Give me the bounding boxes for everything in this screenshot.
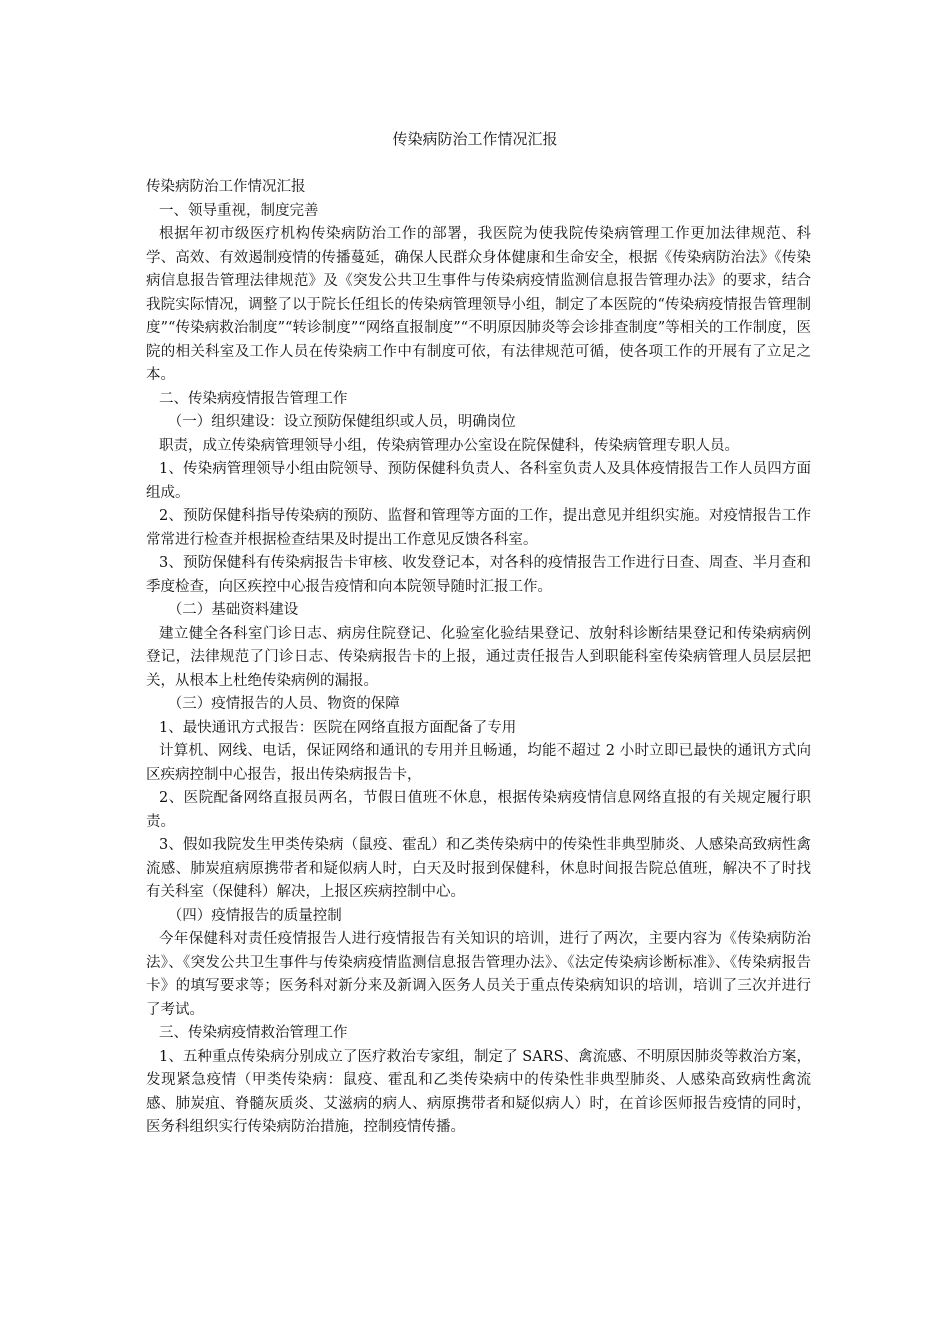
body-paragraph: 今年保健科对责任疫情报告人进行疫情报告有关知识的培训，进行了两次，主要内容为《传染病防治法》、《突发公共卫生事件与传染病疫情监测信息报告管理办法》、《法定传染病诊断标准》、《传染病报告卡》的填写要求等；医务科对新分来及新调入医务人员关于重点传染病知识的培训，培训了三次并进行了考试。 (146, 931, 811, 1018)
subsection-heading: （三）疫情报告的人员、物资的保障 (167, 696, 400, 712)
document-title: 传染病防治工作情况汇报 (392, 130, 558, 148)
subtitle-paragraph: 传染病防治工作情况汇报 (146, 179, 306, 195)
list-item: 2、预防保健科指导传染病的预防、监督和管理等方面的工作，提出意见并组织实施。对疫情报告工作常常进行检查并根据检查结果及时提出工作意见反馈各科室。 (146, 508, 811, 548)
section-heading-3: 三、传染病疫情救治管理工作 (159, 1025, 348, 1041)
list-item: 1、传染病管理领导小组由院领导、预防保健科负责人、各科室负责人及具体疫情报告工作人员四方面组成。 (146, 461, 811, 501)
document-body (146, 176, 811, 1140)
subsection-heading: （一）组织建设：设立预防保健组织或人员，明确岗位 (167, 414, 516, 430)
list-item: 2、医院配备网络直报员两名，节假日值班不休息，根据传染病疫情信息网络直报的有关规定履行职责。 (146, 790, 811, 830)
subsection-heading: （四）疫情报告的质量控制 (167, 907, 342, 924)
body-paragraph: 计算机、网线、电话，保证网络和通讯的专用并且畅通，均能不超过 2 小时立即已最快的通讯方式向区疾病控制中心报告，报出传染病报告卡， (146, 743, 811, 783)
section-heading-2: 二、传染病疫情报告管理工作 (159, 390, 348, 407)
section-heading-1: 一、领导重视，制度完善 (159, 202, 319, 219)
list-item: 3、预防保健科有传染病报告卡审核、收发登记本，对各科的疫情报告工作进行日查、周查、半月查和季度检查，向区疾控中心报告疫情和向本院领导随时汇报工作。 (146, 555, 811, 595)
list-item: 3、假如我院发生甲类传染病（鼠疫、霍乱）和乙类传染病中的传染性非典型肺炎、人感染高致病性禽流感、肺炭疽病原携带者和疑似病人时，白天及时报到保健科，休息时间报告院总值班，解决不了时找有关科室（保健科）解决，上报区疾病控制中心。 (146, 837, 811, 900)
body-paragraph: 根据年初市级医疗机构传染病防治工作的部署，我医院为使我院传染病管理工作更加法律规范、科学、高效、有效遏制疫情的传播蔓延，确保人民群众身体健康和生命安全，根据《传染病防治法》《传染病信息报告管理法律规范》及《突发公共卫生事件与传染病疫情监测信息报告管理办法》的要求，结合我院实际情况，调整了以于院长任组长的传染病管理领导小组，制定了本医院的“传染病疫情报告管理制度”“传染病救治制度”“转诊制度”“网络直报制度”“不明原因肺炎等会诊排查制度”等相关的工作制度，医院的相关科室及工作人员在传染病工作中有制度可依，有法律规范可循，使各项工作的开展有了立足之本。 (146, 226, 811, 383)
subsection-heading: （二）基础资料建设 (167, 602, 299, 618)
list-item: 1、最快通讯方式报告：医院在网络直报方面配备了专用 (159, 719, 517, 736)
body-paragraph: 职责，成立传染病管理领导小组，传染病管理办公室设在院保健科，传染病管理专职人员。 (159, 437, 740, 454)
body-paragraph: 建立健全各科室门诊日志、病房住院登记、化验室化验结果登记、放射科诊断结果登记和传染病病例登记，法律规范了门诊日志、传染病报告卡的上报，通过责任报告人到职能科室传染病管理人员层层把关，从根本上杜绝传染病例的漏报。 (146, 625, 811, 689)
list-item: 1、五种重点传染病分别成立了医疗救治专家组，制定了 SARS、禽流感、不明原因肺炎等救治方案，发现紧急疫情（甲类传染病：鼠疫、霍乱和乙类传染病中的传染性非典型肺炎、人感染高致病性禽流感、肺炭疽、脊髓灰质炎、艾滋病的病人、病原携带者和疑似病人）时，在首诊医师报告疫情的同时，医务科组织实行传染病防治措施，控制疫情传播。 (146, 1048, 811, 1135)
